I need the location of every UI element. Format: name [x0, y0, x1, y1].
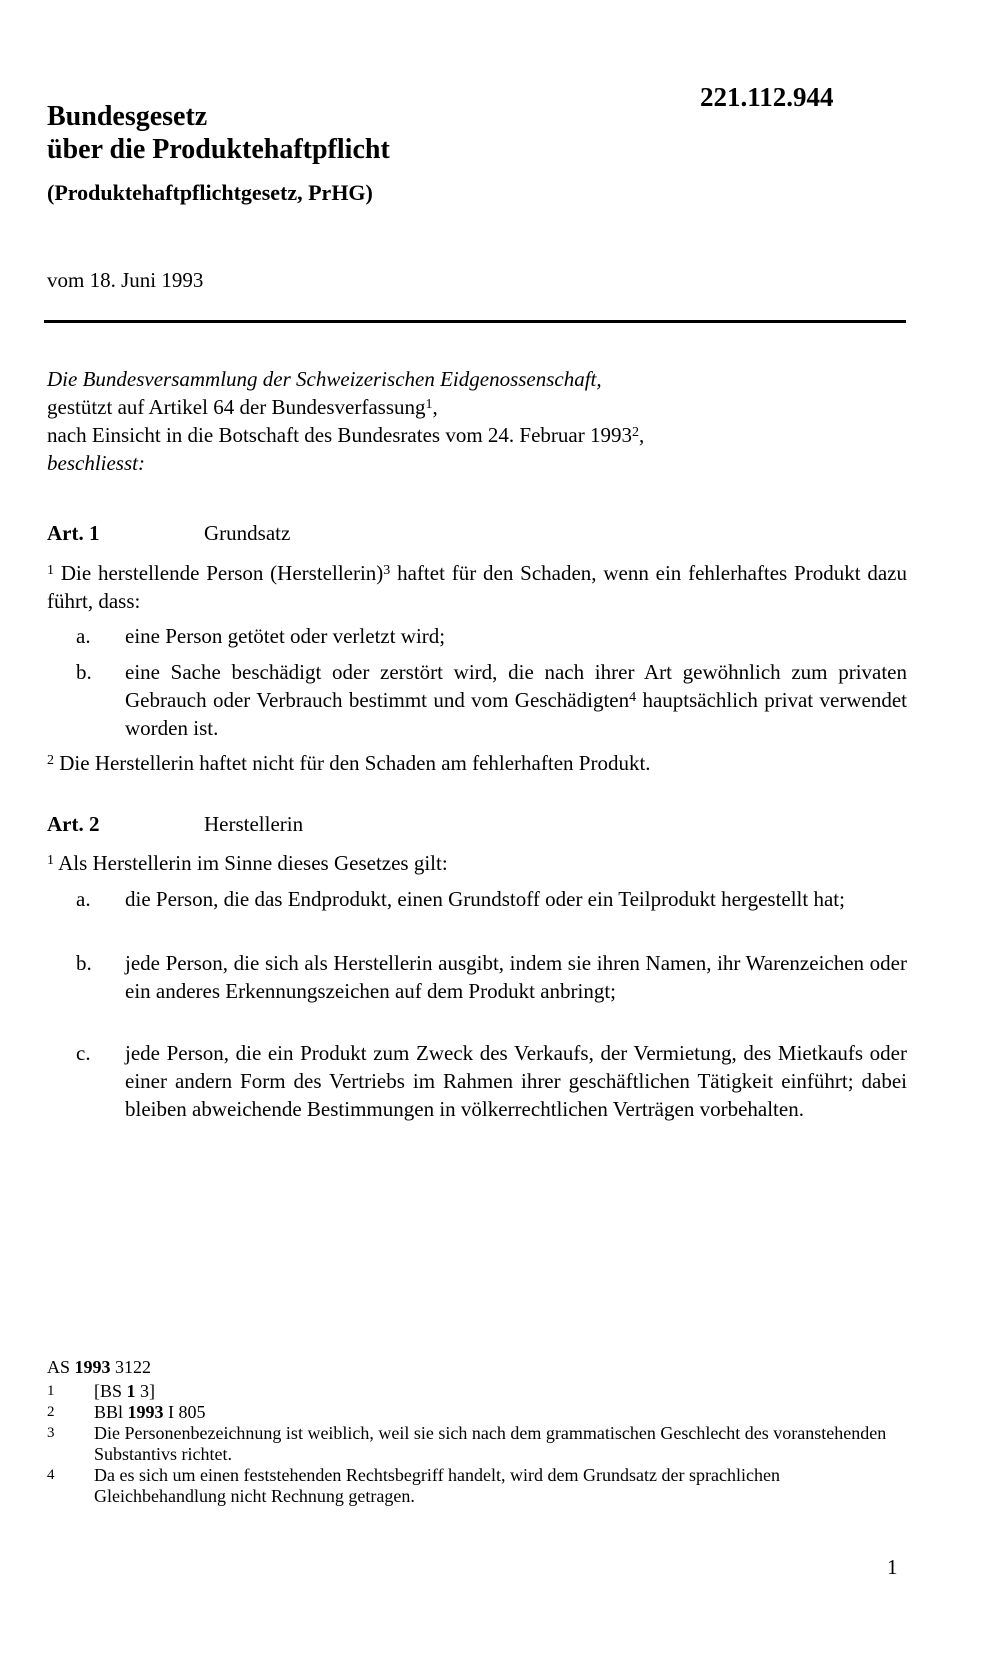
article-1-item-b [76, 658, 907, 742]
article-2-paragraph-1: $^1$ Als Herstellerin im Sinne dieses Gesetzes gilt: [47, 851, 448, 875]
footnote-text: [BS 1 3] [94, 1381, 156, 1401]
item-letter: b. [76, 951, 92, 975]
item-text: die Person, die das Endprodukt, einen Grundstoff oder ein Teilprodukt hergestellt hat; [125, 887, 845, 911]
title-line-1: Bundesgesetz [47, 101, 208, 132]
footnote-ref[interactable]: 3 [383, 563, 391, 578]
law-title [47, 100, 390, 166]
article-2-item-a [76, 885, 907, 913]
item-text: eine Person getötet oder verletzt wird; [125, 624, 446, 648]
footnote-1 [47, 1381, 907, 1402]
footnote-4 [47, 1465, 907, 1507]
article-title: Herstellerin [204, 812, 304, 836]
article-title: Grundsatz [204, 521, 291, 545]
article-2-item-b [76, 949, 907, 1005]
item-letter: a. [76, 624, 91, 648]
law-short-title: (Produktehaftpflichtgesetz, PrHG) [47, 180, 373, 205]
footnote-number: 2 [47, 1404, 55, 1420]
preamble-decision: beschliesst: [47, 451, 145, 475]
footnote-number: 3 [47, 1425, 55, 1441]
item-text: jede Person, die sich als Herstellerin ausgibt, indem sie ihren Namen, ihr Warenzeichen oder ein anderes Erkennungszeichen auf dem Produkt anbringt; [125, 951, 907, 1003]
footnote-2 [47, 1402, 907, 1423]
item-letter: b. [76, 660, 92, 684]
footnote-3 [47, 1423, 907, 1465]
footnote-text: Die Personenbezeichnung ist weiblich, weil sie sich nach dem grammatischen Geschlecht des voranstehenden Substantivs richtet. [94, 1423, 887, 1464]
article-1-item-a [76, 622, 907, 650]
article-1-paragraph-2: $^2$ Die Herstellerin haftet nicht für den Schaden am fehlerhaften Produkt. [47, 751, 651, 775]
article-2-item-c [76, 1039, 907, 1123]
item-letter: a. [76, 887, 91, 911]
page-number: 1 [887, 1555, 898, 1579]
sr-number: 221.112.944 [700, 82, 834, 112]
footnote-ref[interactable]: 4 [629, 690, 637, 705]
footnote-number: 4 [47, 1467, 55, 1483]
item-text: eine Sache beschädigt oder zerstört wird, die nach ihrer Art gewöhnlich zum privaten Gebrauch oder Verbrauch bestimmt und vom Geschädigten$^4$ hauptsächlich privat verwendet worden ist. [125, 660, 907, 740]
preamble-authority: Die Bundesversammlung der Schweizerischen Eidgenossenschaft, [47, 367, 602, 391]
footnote-ref[interactable]: 1 [425, 397, 433, 412]
article-2-heading [47, 812, 303, 837]
header-divider [44, 320, 906, 323]
preamble [47, 365, 907, 477]
title-line-2: über die Produktehaftpflicht [47, 134, 390, 165]
footnote-ref[interactable]: 2 [631, 425, 639, 440]
paragraph-number: 1 [47, 563, 54, 578]
paragraph-number: 1 [47, 853, 54, 868]
footnote-text: BBl 1993 I 805 [94, 1402, 206, 1422]
item-letter: c. [76, 1041, 91, 1065]
footnote-text: Da es sich um einen feststehenden Rechtsbegriff handelt, wird dem Grundsatz der sprachlichen Gleichbehandlung nicht Rechnung getragen. [94, 1465, 780, 1506]
preamble-message: nach Einsicht in die Botschaft des Bundesrates vom 24. Februar 1993$^2$, [47, 423, 645, 447]
article-1-paragraph-1: $^1$ Die herstellende Person (Herstellerin)$^3$ haftet für den Schaden, wenn ein fehlerhaftes Produkt dazu führt, dass: [47, 561, 907, 613]
preamble-basis: gestützt auf Artikel 64 der Bundesverfassung$^1$, [47, 395, 438, 419]
article-number: Art. 1 [47, 521, 100, 545]
article-1-heading [47, 521, 290, 546]
paragraph-number: 2 [47, 753, 54, 768]
law-date: vom 18. Juni 1993 [47, 268, 204, 292]
item-text: jede Person, die ein Produkt zum Zweck des Verkaufs, der Vermietung, des Mietkaufs oder einer andern Form des Vertriebs im Rahmen ihrer geschäftlichen Tätigkeit einführt; dabei bleiben abweichende Bestimmungen in völkerrechtlichen Verträgen vorbehalten. [125, 1041, 907, 1121]
official-compilation-reference: AS 1993 3122 [47, 1357, 152, 1377]
footnote-number: 1 [47, 1383, 55, 1399]
article-number: Art. 2 [47, 812, 100, 836]
